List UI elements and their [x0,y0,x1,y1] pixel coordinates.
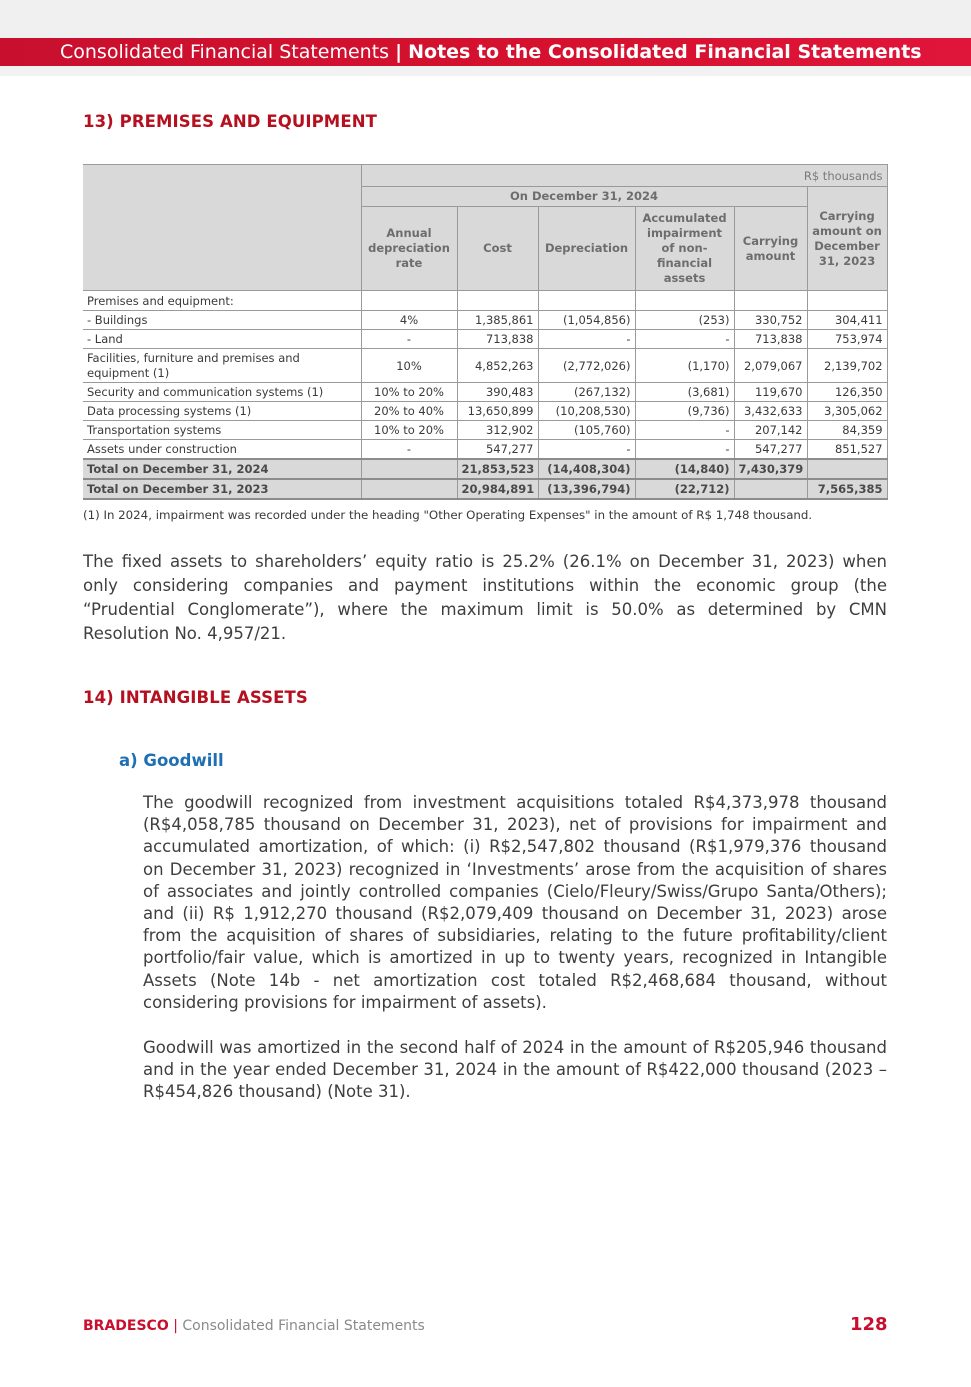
page-footer [83,1318,425,1334]
header-underband [0,66,971,76]
footer-brand: BRADESCO [83,1318,169,1334]
col-rate: Annual depreciation rate [361,207,457,291]
col-carrying: Carrying amount [734,207,807,291]
table-row: Transportation systems 10% to 20% 312,902 (105,760) - 207,142 84,359 [83,421,887,440]
table-corner [83,165,361,291]
footer-document: Consolidated Financial Statements [182,1318,425,1334]
top-margin [0,0,971,38]
col-depreciation: Depreciation [538,207,635,291]
page-header-banner [0,38,971,66]
table-row: Data processing systems (1) 20% to 40% 13,650,899 (10,208,530) (9,736) 3,432,633 3,305,062 [83,402,887,421]
note14-title: 14) INTANGIBLE ASSETS [83,688,308,707]
footer-separator: | [173,1318,178,1334]
table-row: - Land - 713,838 - - 713,838 753,974 [83,330,887,349]
header-separator: | [395,41,403,63]
note13-title: 13) PREMISES AND EQUIPMENT [83,112,377,131]
header-subsection: Notes to the Consolidated Financial Statements [408,41,922,63]
col-carrying-prev: Carrying amount on December 31, 2023 [807,187,887,291]
table-footnote: (1) In 2024, impairment was recorded under the heading "Other Operating Expenses" in the amount of R$ 1,748 thousand. [83,508,813,522]
goodwill-paragraph-1: The goodwill recognized from investment acquisitions totaled R$4,373,978 thousand (R$4,058,785 thousand on December 31, 2023), net of provisions for impairment and accumulated amortization, of which: (i) R$2,547,802 thousand (R$1,979,376 thousand on December 31, 2023) recognized in ‘Investments’ arose from the acquisition of shares of associates and jointly controlled companies (Cielo/Fleury/Swiss/Grupo Santa/Others); and (ii) R$ 1,912,270 thousand (R$2,079,409 thousand on December 31, 2023) arose from the acquisition of shares of subsidiaries, relating to the future profitability/client portfolio/fair value, which is amortized in up to twenty years, recognized in Intangible Assets (Note 14b - net amortization cost totaled R$2,468,684 thousand, without considering provisions for impairment of assets). [143,793,887,1012]
premises-equipment-table [83,164,888,500]
header-section: Consolidated Financial Statements [60,41,390,63]
table-row: - Buildings 4% 1,385,861 (1,054,856) (253) 330,752 304,411 [83,311,887,330]
table-row: Security and communication systems (1) 10% to 20% 390,483 (267,132) (3,681) 119,670 126,350 [83,383,887,402]
goodwill-paragraph-2: Goodwill was amortized in the second half of 2024 in the amount of R$205,946 thousand and in the year ended December 31, 2024 in the amount of R$422,000 thousand (2023 – R$454,826 thousand) (Note 31). [143,1038,887,1102]
group-label: Premises and equipment: [83,291,361,311]
total-row-2023: Total on December 31, 2023 20,984,891 (13,396,794) (22,712) 7,565,385 [83,479,887,499]
page-number: 128 [850,1314,888,1335]
col-impairment: Accumulated impairment of non-financial assets [635,207,734,291]
table-row: Facilities, furniture and premises and equipment (1) 10% 4,852,263 (2,772,026) (1,170) 2,079,067 2,139,702 [83,349,887,383]
total-row-2024: Total on December 31, 2024 21,853,523 (14,408,304) (14,840) 7,430,379 [83,459,887,479]
table-unit: R$ thousands [361,165,887,187]
group-header: On December 31, 2024 [361,187,807,207]
goodwill-subtitle: a) Goodwill [119,751,224,770]
col-cost: Cost [457,207,538,291]
group-label-row [83,291,887,311]
table-row: Assets under construction - 547,277 - - 547,277 851,527 [83,440,887,459]
ratio-paragraph: The fixed assets to shareholders’ equity ratio is 25.2% (26.1% on December 31, 2023) when only considering companies and payment institutions within the economic group (the “Prudential Conglomerate”), where the maximum limit is 50.0% as determined by CMN Resolution No. 4,957/21. [83,552,887,643]
